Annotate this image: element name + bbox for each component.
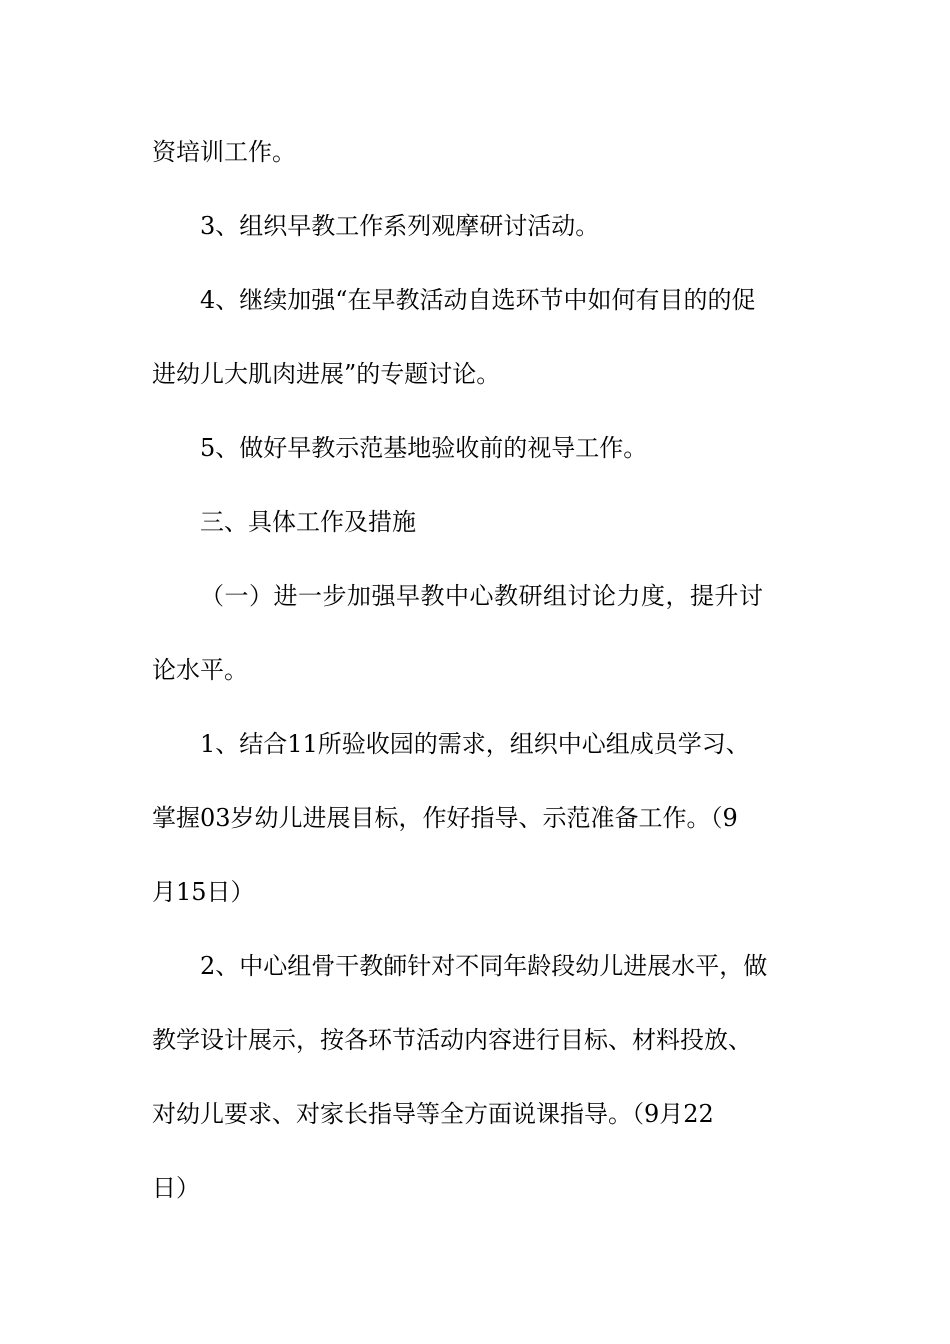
text-line-continuation-training: 资培训工作。: [152, 138, 296, 166]
text-line-measure-2-date: 日）: [152, 1174, 200, 1202]
text-line-measure-1-date: 月15日）: [152, 878, 255, 906]
text-line-measure-2-continued-2: 对幼儿要求、对家长指导等全方面说课指导。（9月22: [152, 1100, 714, 1128]
text-line-measure-2: 2、中心组骨干教師针对不同年龄段幼儿进展水平，做: [200, 952, 768, 980]
section-heading-3: 三、具体工作及措施: [200, 508, 416, 536]
text-line-item-3: 3、组织早教工作系列观摩研讨活动。: [200, 212, 600, 240]
text-line-measure-1: 1、结合11所验收园的需求，组织中心组成员学习、: [200, 730, 750, 758]
subsection-heading-1-continued: 论水平。: [152, 656, 248, 684]
text-line-measure-2-continued: 教学设计展示，按各环节活动内容进行目标、材料投放、: [152, 1026, 752, 1054]
text-line-measure-1-continued: 掌握03岁幼儿进展目标，作好指导、示范准备工作。（9: [152, 804, 738, 832]
text-line-item-4-continued: 进幼儿大肌肉进展”的专题讨论。: [152, 360, 501, 388]
text-line-item-5: 5、做好早教示范基地验收前的视导工作。: [200, 434, 648, 462]
subsection-heading-1: （一）进一步加强早教中心教研组讨论力度，提升讨: [200, 582, 764, 610]
text-line-item-4: 4、继续加强“在早教活动自选环节中如何有目的的促: [200, 286, 756, 314]
